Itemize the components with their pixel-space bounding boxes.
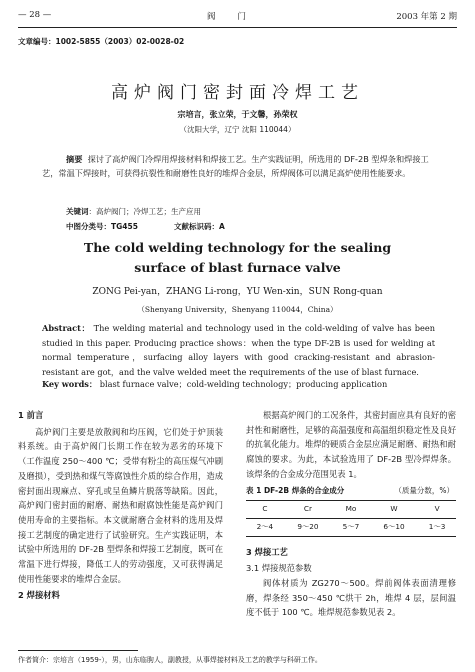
chinese-abstract — [42, 152, 433, 180]
english-title — [0, 238, 475, 278]
table-header-cell: Mo — [332, 501, 370, 519]
section-3-heading: 3 焊接工艺 — [246, 546, 288, 557]
table-cell: 2～4 — [246, 518, 284, 536]
chinese-title: 高炉阀门密封面冷焊工艺 — [111, 83, 364, 103]
doc-code-label: 文献标识码： — [174, 222, 219, 231]
chinese-affiliation: （沈阳大学，辽宁 沈阳 110044） — [179, 125, 296, 134]
abstract-text: 探讨了高炉阀门冷焊用焊接材料和焊接工艺。生产实践证明，所选用的 DF-2B 型焊条和焊接工艺，常温下焊接时，可获得抗裂性和耐磨性良好的堆焊合金层，所焊阀体可以满足高炉使用性能要求。 — [42, 154, 429, 178]
table-header-cell: W — [370, 501, 418, 519]
english-abstract-label: Abstract： — [42, 323, 91, 333]
class-value: TG455 — [111, 222, 138, 231]
chinese-authors: 宗培言，张立荣，于文馨，孙荣权 — [177, 110, 298, 119]
table-cell: 6～10 — [370, 518, 418, 536]
table-row — [246, 518, 456, 536]
section-2-heading: 2 焊接材料 — [18, 590, 60, 601]
table-header-cell: V — [418, 501, 456, 519]
table-cell: 5～7 — [332, 518, 370, 536]
keywords-label: 关键词 — [66, 207, 89, 216]
doc-code-value: A — [219, 222, 225, 231]
table-caption-text: 表 1 DF-2B 焊条的合金成分 — [246, 485, 345, 495]
table-cell: 9～20 — [284, 518, 332, 536]
article-number: 文章编号：1002-5855（2003）02-0028-02 — [18, 37, 185, 46]
left-column — [18, 408, 223, 605]
abstract-label: 摘要 — [66, 154, 83, 164]
running-header — [18, 10, 457, 24]
issue-label: 2003 年第 2 期 — [396, 12, 457, 22]
section-2-text: 根据高炉阀门的工况条件，其密封面应具有良好的密封性和耐磨性，足够的高温强度和高温组织稳定性及良好的抗氧化能力。堆焊的硬质合金层应满足耐磨、耐热和耐腐蚀的要求。为此，本试验选用了 DF-2B 型冷焊焊条。该焊条的合金成分范围见表 1。 — [246, 410, 456, 479]
english-abstract — [42, 321, 435, 379]
section-1-text: 高炉阀门主要是放散阀和均压阀，它们处于炉顶装料系统。由于高炉阀门长期工作在较为恶劣的环境下（工作温度 250～400 ℃；受带有粉尘的高压煤气冲刷及磨损），受到热和煤气等腐蚀性介质的综合作用，造成密封面出现麻点、穿孔或呈鱼鳞片脱落等缺陷。因此，高炉阀门密封面的耐磨、耐热和耐腐蚀性能是高炉阀门使用寿命的主要指标。本文就耐磨合金材料的选用及焊接工艺制度的确定进行了试验研究。生产实践证明，本试验中所选用的 DF-2B 型焊条和焊接工艺制度，既可在常温下进行焊接，降低工人的劳动强度，又可获得满足使用性能要求的堆焊合金层。 — [18, 426, 223, 584]
english-authors: ZONG Pei-yan，ZHANG Li-rong，YU Wen-xin，SUN Rong-quan — [92, 287, 383, 297]
keywords-text: ：高炉阀门；冷焊工艺；生产应用 — [88, 207, 201, 216]
section-3-1-heading: 3.1 焊接规范参数 — [246, 563, 312, 574]
chinese-keywords — [66, 206, 201, 217]
footnote-rule — [18, 650, 138, 651]
classification-line — [66, 221, 225, 232]
table-header-cell: C — [246, 501, 284, 519]
author-footnote: 作者简介：宗培言（1959-），男，山东临朐人，副教授，从事焊接材料及工艺的教学与科研工作。 — [18, 656, 322, 664]
right-column — [246, 408, 456, 620]
english-abstract-text: The welding material and technology used in the cold-welding of valve has been studied in this paper. Producing practice shows：when the type DF-2B is used for welding at normal temperature，surfacing alloy layers with good cracking-resistant and abrasion-resistant are got，and the valve welded meet the requirements of the use of blast furnace. — [42, 323, 435, 377]
section-3-1-text: 阀体材质为 ZG270～500。焊前阀体表面清理修磨，焊条经 350～450 ℃烘干 2h，堆焊 4 层，层间温度不低于 100 ℃。堆焊规范参数见表 2。 — [246, 578, 456, 618]
alloy-composition-table — [246, 500, 456, 536]
table-cell: 1～3 — [418, 518, 456, 536]
english-keywords — [42, 379, 435, 390]
english-affiliation: （Shenyang University，Shenyang 110044，China） — [137, 305, 338, 314]
table-caption — [246, 484, 456, 499]
page-number: — 28 — — [18, 10, 52, 20]
english-title-line2: surface of blast furnace valve — [134, 260, 341, 275]
header-rule — [18, 27, 457, 28]
table-header-cell: Cr — [284, 501, 332, 519]
class-label: 中图分类号： — [66, 222, 111, 231]
english-title-line1: The cold welding technology for the sealing — [83, 240, 392, 255]
english-keywords-label: Key words： — [42, 379, 98, 389]
section-1-heading: 1 前言 — [18, 410, 44, 420]
table-unit: （质量分数，%） — [394, 485, 454, 495]
english-keywords-text: blast furnace valve；cold-welding technology；producing application — [99, 379, 388, 389]
journal-name: 阀门 — [206, 12, 268, 22]
